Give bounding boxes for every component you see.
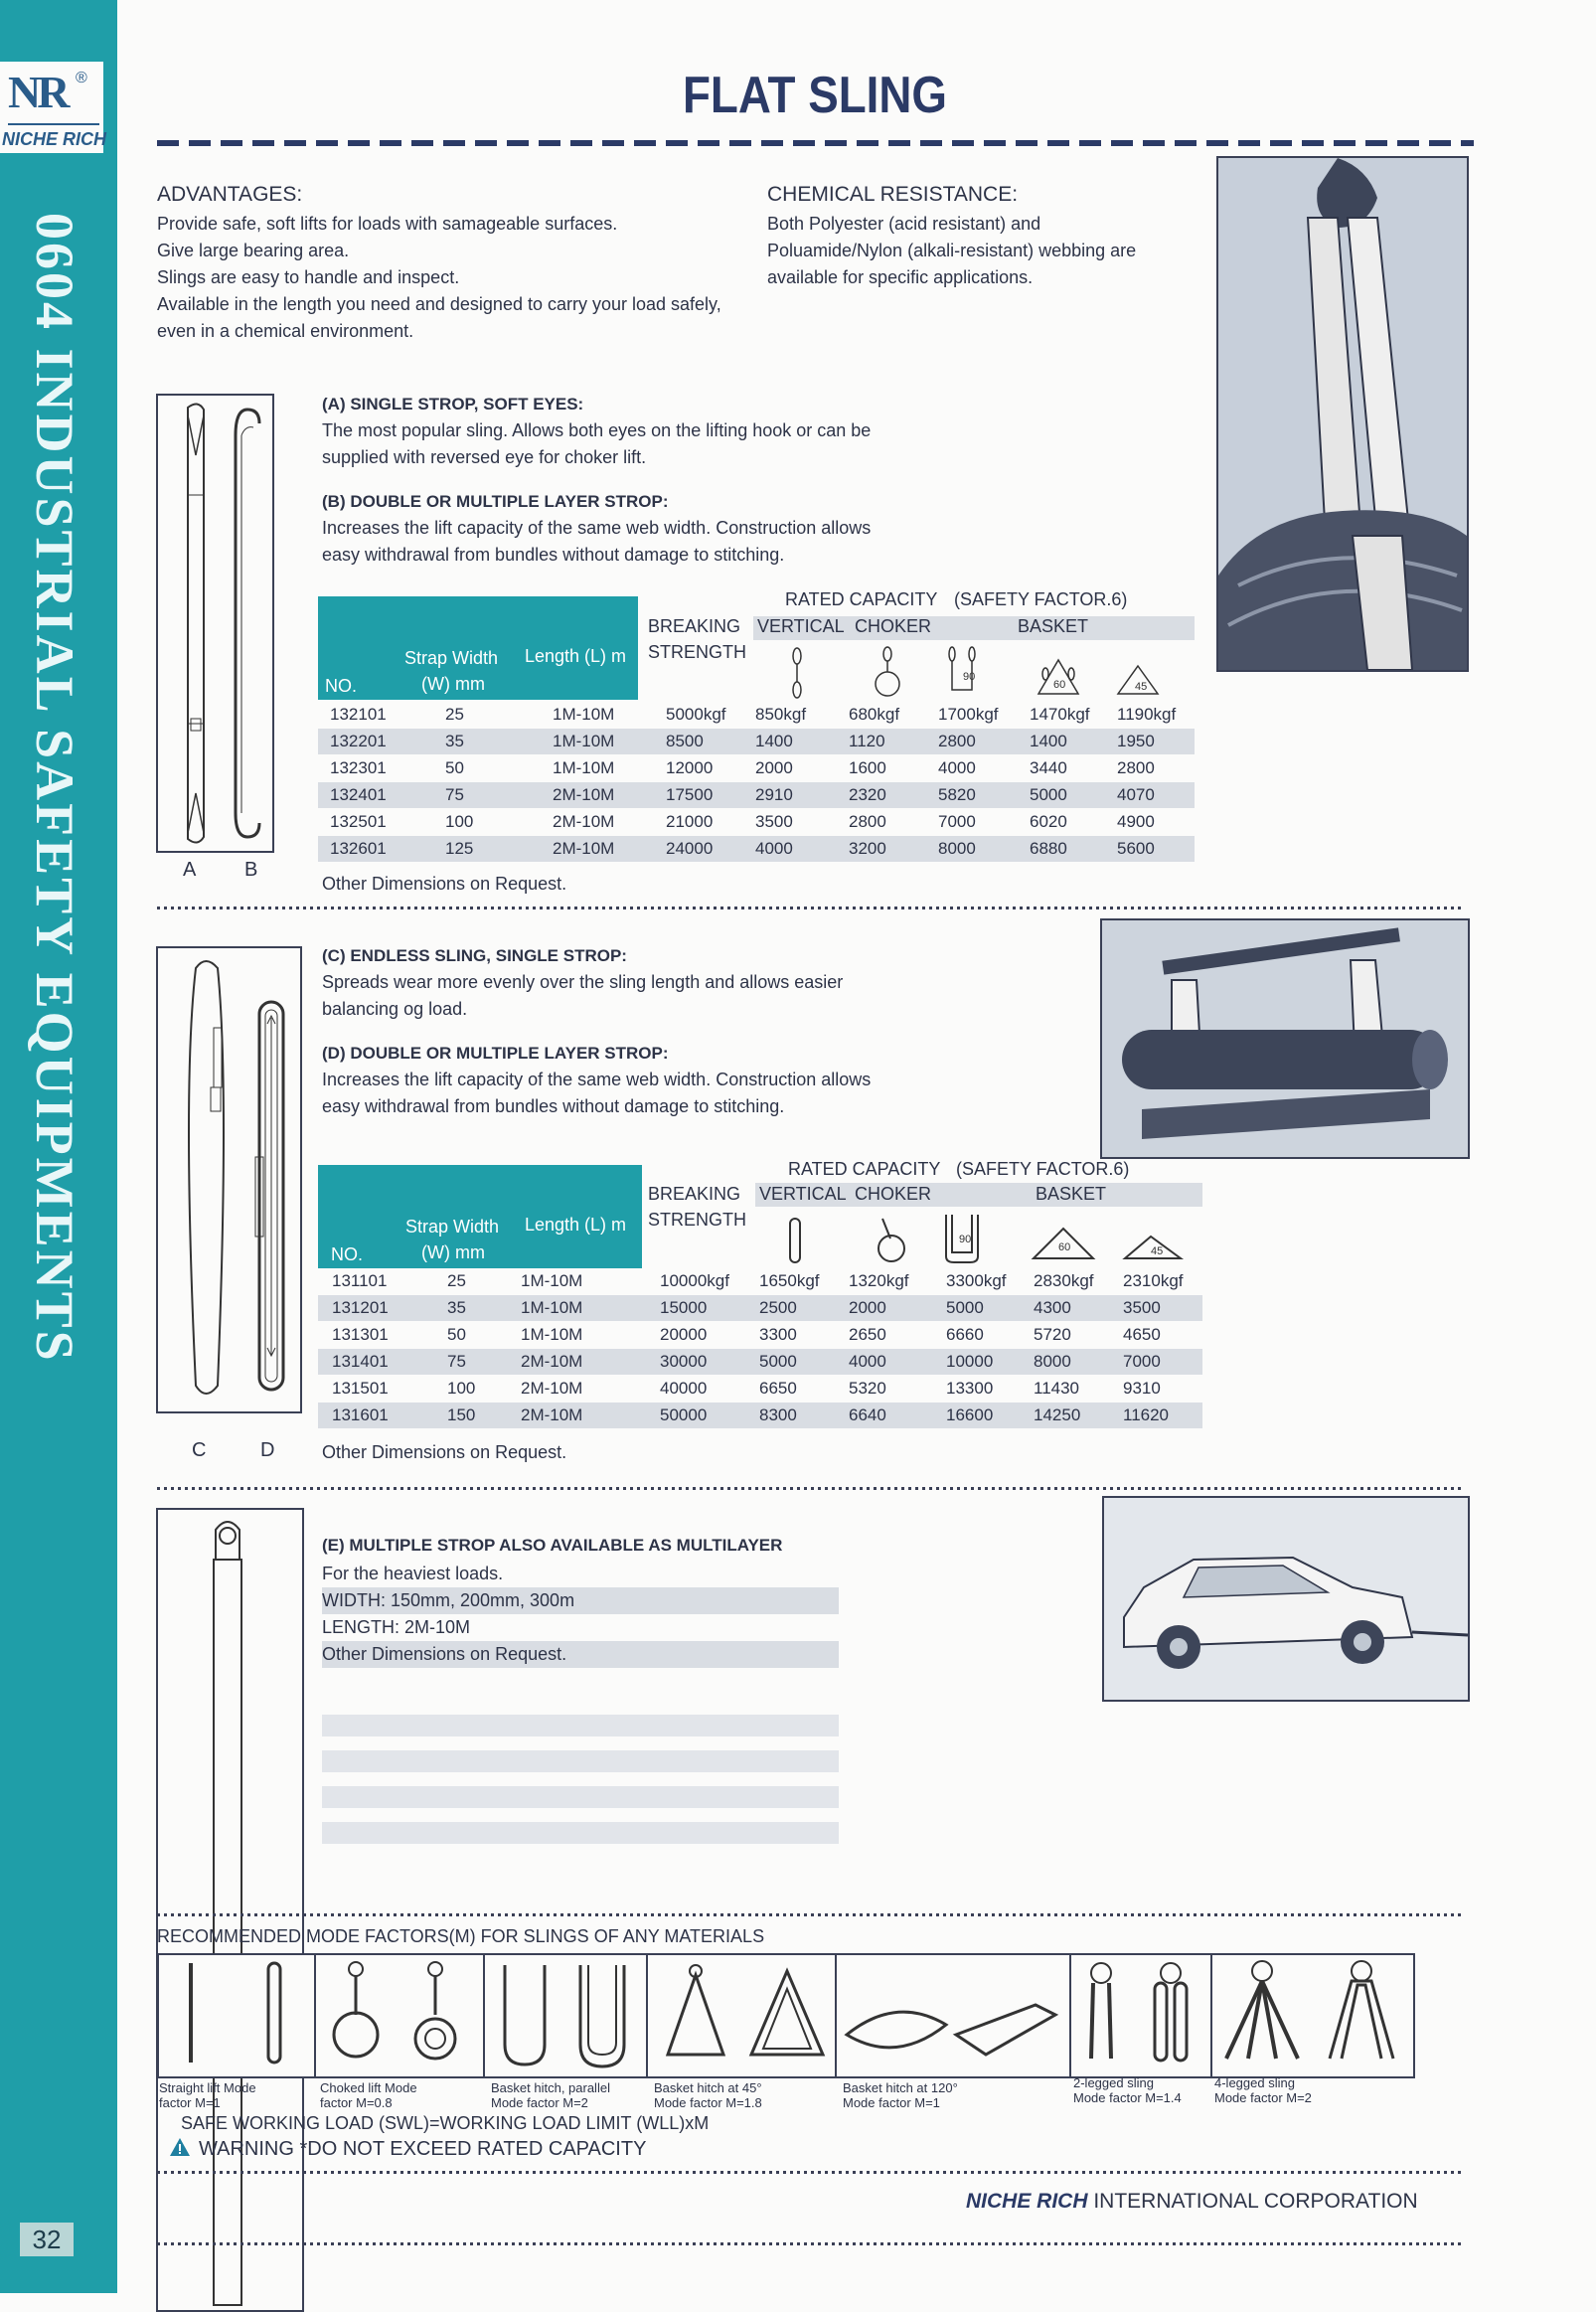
basket-60-endless-icon <box>1034 1229 1093 1258</box>
section-b-title: (B) DOUBLE OR MULTIPLE LAYER STROP: <box>322 492 669 511</box>
table-cell: 4070 <box>1117 785 1155 804</box>
table-cell: 131401 <box>332 1352 389 1371</box>
mode-2-legged-box <box>1069 1953 1214 2078</box>
figure-e-drawing <box>158 1510 300 2308</box>
table-cell: 2650 <box>849 1325 886 1344</box>
basket-45-endless-icon <box>1125 1237 1181 1258</box>
table-cell: 5000 <box>946 1298 984 1317</box>
page-number: 32 <box>20 2223 74 2256</box>
table-cell: 3300 <box>759 1325 797 1344</box>
svg-text:60: 60 <box>1053 679 1066 691</box>
table-cell: 131301 <box>332 1325 389 1344</box>
table-cell: 1400 <box>755 732 793 750</box>
advantages-heading: ADVANTAGES: <box>157 183 303 206</box>
registered-mark: ® <box>76 70 87 86</box>
table-cell: 35 <box>445 732 464 750</box>
table-cell: 5820 <box>938 785 976 804</box>
table2-choker: CHOKER <box>855 1184 932 1204</box>
table-row <box>318 1349 1202 1375</box>
table-row <box>318 1403 1202 1428</box>
mode-4-legged-box <box>1210 1953 1415 2078</box>
table-cell: 2800 <box>849 812 886 831</box>
table-cell: 125 <box>445 839 474 858</box>
basket-45-icon <box>1118 666 1158 694</box>
table-cell: 1M-10M <box>521 1325 583 1344</box>
table-cell: 131601 <box>332 1405 389 1424</box>
table-row <box>318 1268 1202 1294</box>
table1-breaking: BREAKING <box>648 616 741 636</box>
table-cell: 2500 <box>759 1298 797 1317</box>
table1-mode-icons <box>775 644 1212 702</box>
mode-choked-box <box>314 1953 487 2078</box>
figure-label-c: C <box>192 1439 207 1461</box>
table-cell: 5000 <box>1030 785 1067 804</box>
table-cell: 3440 <box>1030 758 1067 777</box>
side-title: 0604 INDUSTRIAL SAFETY EQUIPMENTS <box>25 213 84 1364</box>
table-cell: 3500 <box>1123 1298 1161 1317</box>
table1-col-no: NO. <box>325 676 358 696</box>
table-cell: 100 <box>447 1379 476 1398</box>
table-cell: 132201 <box>330 732 387 750</box>
table-cell: 1700kgf <box>938 705 999 724</box>
table2-strength: STRENGTH <box>648 1210 746 1230</box>
table-cell: 2000 <box>849 1298 886 1317</box>
table-cell: 1M-10M <box>521 1298 583 1317</box>
mode-heading: RECOMMENDED MODE FACTORS(M) FOR SLINGS OF ANY MATERIALS <box>157 1926 765 1946</box>
figure-ab <box>156 394 274 853</box>
choker-mode-icon <box>876 647 899 696</box>
table2-body <box>318 1268 1202 1429</box>
table-cell: 132401 <box>330 785 387 804</box>
svg-text:45: 45 <box>1151 1245 1164 1257</box>
table-row <box>318 1376 1202 1402</box>
section-c-title: (C) ENDLESS SLING, SINGLE STROP: <box>322 946 627 965</box>
table2-breaking: BREAKING <box>648 1184 741 1204</box>
table-row <box>318 755 1195 781</box>
divider-5 <box>157 2242 1465 2245</box>
table-cell: 8300 <box>759 1405 797 1424</box>
table-cell: 2M-10M <box>553 785 615 804</box>
table-cell: 680kgf <box>849 705 900 724</box>
table-row <box>318 1322 1202 1348</box>
table1-strength: STRENGTH <box>648 642 746 662</box>
section-b-text: Increases the lift capacity of the same web width. Construction allows easy withdrawal from bundles without damage to stitching. <box>322 518 872 565</box>
table-cell: 5720 <box>1034 1325 1071 1344</box>
table-row <box>318 729 1195 754</box>
table-cell: 2000 <box>755 758 793 777</box>
table1-safety: (SAFETY FACTOR.6) <box>954 589 1128 609</box>
figure-label-d: D <box>260 1439 275 1461</box>
title-dashed-rule <box>157 140 1474 146</box>
section-c-note: Other Dimensions on Request. <box>322 1442 567 1462</box>
table1-col-strap-width: Strap Width <box>404 648 499 668</box>
table-cell: 4300 <box>1034 1298 1071 1317</box>
vertical-endless-icon <box>790 1219 800 1262</box>
page-title: FLAT SLING <box>682 67 948 124</box>
table-cell: 1470kgf <box>1030 705 1090 724</box>
table-cell: 21000 <box>666 812 714 831</box>
vertical-mode-icon <box>793 648 801 698</box>
mode-caption-7: 4-legged sling Mode factor M=2 <box>1214 2075 1312 2105</box>
table-cell: 75 <box>445 785 464 804</box>
table-cell: 1M-10M <box>553 732 615 750</box>
table-cell: 1600 <box>849 758 886 777</box>
divider-3 <box>157 1913 1465 1916</box>
advantages-text: Provide safe, soft lifts for loads with samageable surfaces. Give large bearing area. Slings are easy to handle and inspect. Available in the length you need and designed to carry your load safely, even in a chemical environment. <box>157 214 721 341</box>
section-a-title: (A) SINGLE STROP, SOFT EYES: <box>322 395 584 413</box>
warning-text: WARNING *DO NOT EXCEED RATED CAPACITY <box>199 2138 647 2160</box>
logo-rule <box>8 123 99 125</box>
table2-rated: RATED CAPACITY <box>788 1159 941 1179</box>
table-cell: 3500 <box>755 812 793 831</box>
section-e-text: For the heaviest loads. WIDTH: 150mm, 200mm, 300m LENGTH: 2M-10M Other Dimensions on Request. <box>322 1561 839 1668</box>
table-cell: 50000 <box>660 1405 708 1424</box>
table2-col-length: Length (L) m <box>525 1215 627 1235</box>
table1-rated: RATED CAPACITY <box>785 589 938 609</box>
table-cell: 24000 <box>666 839 714 858</box>
mode-caption-6: 2-legged sling Mode factor M=1.4 <box>1073 2075 1182 2105</box>
figure-label-b: B <box>244 859 258 881</box>
table2-col-strap-width: Strap Width <box>405 1217 500 1237</box>
table-cell: 850kgf <box>755 705 807 724</box>
table2-vertical: VERTICAL <box>759 1184 847 1204</box>
table-cell: 1950 <box>1117 732 1155 750</box>
divider-4 <box>157 2171 1465 2174</box>
table-cell: 131201 <box>332 1298 389 1317</box>
table-cell: 1190kgf <box>1117 705 1177 724</box>
basket-vertical-icon <box>949 647 975 690</box>
table-cell: 2830kgf <box>1034 1271 1094 1290</box>
table-cell: 5320 <box>849 1379 886 1398</box>
table-cell: 6020 <box>1030 812 1067 831</box>
table-row <box>318 809 1195 835</box>
photo-sling-lifting-roll <box>1216 156 1469 672</box>
section-d-text: Increases the lift capacity of the same web width. Construction allows easy withdrawal from bundles without damage to stitching. <box>322 1070 872 1116</box>
mode-basket-parallel-box <box>483 1953 650 2078</box>
table-cell: 5000kgf <box>666 705 726 724</box>
table-cell: 6660 <box>946 1325 984 1344</box>
table-cell: 2M-10M <box>553 839 615 858</box>
table-cell: 25 <box>447 1271 466 1290</box>
table-cell: 1650kgf <box>759 1271 820 1290</box>
table-cell: 11620 <box>1123 1405 1170 1424</box>
table-cell: 4000 <box>849 1352 886 1371</box>
footer-rest: INTERNATIONAL CORPORATION <box>1087 2190 1418 2213</box>
table-cell: 1120 <box>849 732 885 750</box>
figure-cd <box>156 946 302 1413</box>
table-cell: 2M-10M <box>521 1379 583 1398</box>
table-cell: 11430 <box>1034 1379 1080 1398</box>
table2-mode-icons <box>775 1209 1212 1268</box>
choker-endless-icon <box>878 1219 904 1261</box>
table-cell: 2310kgf <box>1123 1271 1184 1290</box>
table-cell: 7000 <box>938 812 976 831</box>
table1-body <box>318 702 1195 863</box>
table-cell: 4000 <box>755 839 793 858</box>
table-row <box>318 836 1195 862</box>
table-cell: 8000 <box>1034 1352 1071 1371</box>
table-cell: 7000 <box>1123 1352 1161 1371</box>
table-cell: 3300kgf <box>946 1271 1007 1290</box>
svg-text:90: 90 <box>963 671 976 683</box>
table-cell: 132601 <box>330 839 387 858</box>
table-cell: 1400 <box>1030 732 1067 750</box>
table-row <box>318 702 1195 728</box>
footer-brand: NICHE RICH <box>966 2190 1088 2213</box>
basket-60-icon <box>1038 660 1078 694</box>
table-cell: 8500 <box>666 732 704 750</box>
table-cell: 2M-10M <box>553 812 615 831</box>
table-cell: 6650 <box>759 1379 797 1398</box>
table-cell: 132301 <box>330 758 387 777</box>
table-cell: 75 <box>447 1352 466 1371</box>
table-cell: 4000 <box>938 758 976 777</box>
table-cell: 131101 <box>332 1271 388 1290</box>
table-cell: 8000 <box>938 839 976 858</box>
table-cell: 6640 <box>849 1405 886 1424</box>
logo: NR <box>8 67 67 117</box>
table1-basket: BASKET <box>1018 616 1089 636</box>
svg-text:45: 45 <box>1135 681 1148 693</box>
table2-col-strap-unit: (W) mm <box>421 1242 485 1262</box>
table-cell: 1M-10M <box>553 758 615 777</box>
table-cell: 2800 <box>938 732 976 750</box>
table-cell: 4900 <box>1117 812 1155 831</box>
table-cell: 2910 <box>755 785 793 804</box>
table-cell: 1M-10M <box>521 1271 583 1290</box>
section-a-text: The most popular sling. Allows both eyes on the lifting hook or can be supplied with reversed eye for choker lift. <box>322 420 872 467</box>
figure-label-a: A <box>183 859 197 881</box>
table-cell: 131501 <box>332 1379 389 1398</box>
section-d-title: (D) DOUBLE OR MULTIPLE LAYER STROP: <box>322 1044 669 1063</box>
table-cell: 16600 <box>946 1405 994 1424</box>
table-cell: 5000 <box>759 1352 797 1371</box>
table1-col-length: Length (L) m <box>525 646 627 666</box>
table2-col-no: NO. <box>331 1244 364 1264</box>
table-cell: 1320kgf <box>849 1271 909 1290</box>
mode-caption-3: Basket hitch, parallel Mode factor M=2 <box>491 2080 610 2110</box>
photo-car-tow <box>1102 1496 1470 1702</box>
table-cell: 4650 <box>1123 1325 1161 1344</box>
table-cell: 132101 <box>330 705 387 724</box>
table-cell: 2800 <box>1117 758 1155 777</box>
section-c-text: Spreads wear more evenly over the sling length and allows easier balancing og load. <box>322 972 844 1019</box>
table-cell: 3200 <box>849 839 886 858</box>
swl-formula: SAFE WORKING LOAD (SWL)=WORKING LOAD LIMIT (WLL)xM <box>181 2113 710 2133</box>
table-cell: 25 <box>445 705 464 724</box>
svg-text:90: 90 <box>959 1234 972 1245</box>
mode-caption-5: Basket hitch at 120° Mode factor M=1 <box>843 2080 958 2110</box>
table-cell: 12000 <box>666 758 714 777</box>
mode-caption-4: Basket hitch at 45° Mode factor M=1.8 <box>654 2080 762 2110</box>
table1-col-strap-unit: (W) mm <box>421 674 485 694</box>
section-e-blank-rows <box>322 1715 839 1874</box>
table-cell: 150 <box>447 1405 476 1424</box>
photo-beam-lifting-pipe <box>1100 918 1470 1159</box>
table1-choker: CHOKER <box>855 616 932 636</box>
table-cell: 20000 <box>660 1325 708 1344</box>
table-cell: 10000kgf <box>660 1271 729 1290</box>
table-cell: 35 <box>447 1298 466 1317</box>
mode-basket-120-box <box>835 1953 1073 2078</box>
section-e-title: (E) MULTIPLE STROP ALSO AVAILABLE AS MULTILAYER <box>322 1536 783 1555</box>
chemical-heading: CHEMICAL RESISTANCE: <box>767 183 1019 206</box>
mode-straight-box <box>157 1953 318 2078</box>
warning-icon <box>169 2137 191 2162</box>
table-cell: 13300 <box>946 1379 994 1398</box>
table-cell: 6880 <box>1030 839 1067 858</box>
table2-safety: (SAFETY FACTOR.6) <box>956 1159 1130 1179</box>
table2-basket: BASKET <box>1036 1184 1107 1204</box>
table-cell: 9310 <box>1123 1379 1161 1398</box>
table-cell: 5600 <box>1117 839 1155 858</box>
table-cell: 2320 <box>849 785 886 804</box>
footer-company <box>966 2190 1418 2214</box>
mode-caption-2: Choked lift Mode factor M=0.8 <box>320 2080 417 2110</box>
table-cell: 30000 <box>660 1352 708 1371</box>
section-a-note: Other Dimensions on Request. <box>322 874 567 894</box>
table-cell: 132501 <box>330 812 387 831</box>
table-row <box>318 782 1195 808</box>
table-cell: 50 <box>447 1325 466 1344</box>
table-cell: 40000 <box>660 1379 708 1398</box>
mode-caption-1: Straight lift Mode factor M=1 <box>159 2080 256 2110</box>
basket-vertical-endless-icon <box>946 1215 978 1262</box>
mode-basket-45-box <box>646 1953 839 2078</box>
table1-vertical: VERTICAL <box>757 616 845 636</box>
table-cell: 2M-10M <box>521 1352 583 1371</box>
divider-1 <box>157 907 1465 909</box>
svg-text:60: 60 <box>1058 1241 1071 1253</box>
table-cell: 50 <box>445 758 464 777</box>
table-cell: 100 <box>445 812 474 831</box>
table-cell: 1M-10M <box>553 705 615 724</box>
logo-name: NICHE RICH <box>2 129 107 149</box>
table-cell: 14250 <box>1034 1405 1081 1424</box>
chemical-text: Both Polyester (acid resistant) and Poluamide/Nylon (alkali-resistant) webbing are available for specific applications. <box>767 214 1137 287</box>
divider-2 <box>157 1487 1465 1490</box>
table-cell: 10000 <box>946 1352 994 1371</box>
table-cell: 17500 <box>666 785 714 804</box>
table-cell: 15000 <box>660 1298 708 1317</box>
table-row <box>318 1295 1202 1321</box>
table-cell: 2M-10M <box>521 1405 583 1424</box>
